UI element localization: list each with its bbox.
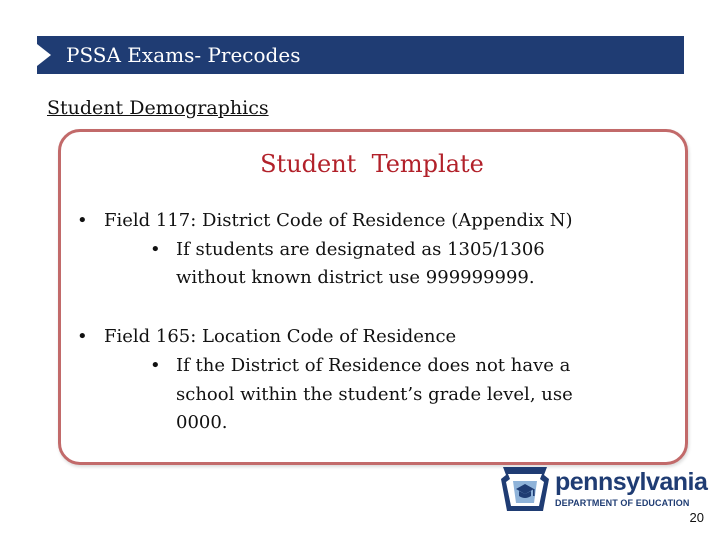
field-165-sub-line-1: If the District of Residence does not have a	[176, 355, 571, 376]
field-165-line: Field 165: Location Code of Residence	[104, 326, 457, 347]
logo-wordmark: pennsylvania	[555, 468, 708, 496]
field-117-sub-line-2: without known district use 999999999.	[176, 267, 535, 288]
field-165-sub-line-2: school within the student’s grade level, use	[176, 384, 573, 405]
field-165-sub-line-3: 0000.	[176, 412, 228, 433]
section-heading: Student Demographics	[47, 97, 269, 119]
sub-bullet-icon: •	[150, 355, 161, 376]
field-117-line: Field 117: District Code of Residence (Appendix N)	[104, 210, 573, 231]
header-arrow-icon	[37, 44, 51, 66]
slide-title: PSSA Exams- Precodes	[66, 43, 301, 67]
page-number: 20	[689, 510, 704, 525]
bullet-icon: •	[77, 326, 88, 347]
bullet-icon: •	[77, 210, 88, 231]
keystone-icon	[499, 465, 551, 513]
pennsylvania-logo	[499, 465, 708, 515]
logo-subtitle: DEPARTMENT OF EDUCATION	[555, 498, 690, 508]
field-117-sub-line-1: If students are designated as 1305/1306	[176, 239, 545, 260]
sub-bullet-icon: •	[150, 239, 161, 260]
template-box-title: Student Template	[260, 150, 484, 178]
